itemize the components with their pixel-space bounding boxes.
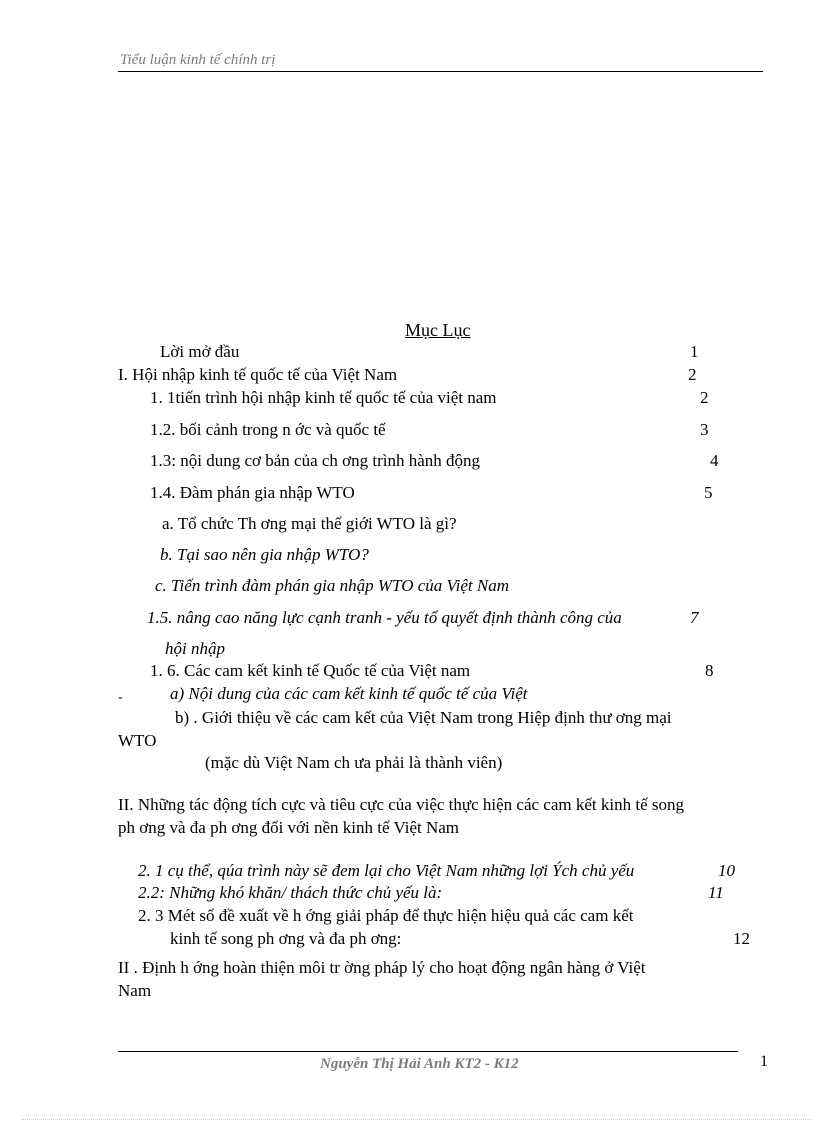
toc-entry-text: II. Những tác động tích cực và tiêu cực của việc thực hiện các cam kết kinh tế song: [118, 795, 684, 814]
toc-title: Mục Lục: [405, 320, 471, 340]
toc-entry-page: 7: [690, 608, 699, 627]
toc-entry-page: 3: [700, 420, 709, 439]
page-number: 1: [760, 1053, 768, 1070]
toc-entry-text: 1.5. nâng cao năng lực cạnh tranh - yếu tố quyết định thành công của: [147, 608, 622, 627]
toc-entry-text: 2. 1 cụ thể, qúa trình này sẽ đem lại cho Việt Nam những lợi Ých chủ yếu: [138, 861, 635, 880]
toc-entry-text: Nam: [118, 981, 152, 1000]
toc-entry-page: 2: [700, 388, 709, 407]
toc-entry-page: 8: [705, 661, 714, 680]
toc-entry-page: 2: [688, 365, 697, 384]
toc-entry-text: 1.3: nội dung cơ bản của ch ơng trình hành động: [150, 451, 481, 470]
footer-author: Nguyễn Thị Hải Anh KT2 - K12: [320, 1056, 519, 1072]
toc-entry-text: 1. 1tiến trình hội nhập kinh tế quốc tế của việt nam: [150, 388, 497, 407]
toc-entry-page: 1: [690, 342, 699, 361]
toc-entry-text: kinh tế song ph ơng và đa ph ơng:: [170, 929, 402, 948]
toc-entry-text: hội nhập: [165, 639, 225, 658]
toc-entry-text: I. Hội nhập kinh tế quốc tế của Việt Nam: [118, 365, 398, 384]
toc-entry-page: 4: [710, 451, 719, 470]
toc-entry-page: 12: [733, 929, 750, 948]
toc-entry-text: 1.4. Đàm phán gia nhập WTO: [150, 483, 355, 502]
toc-entry-text: 2. 3 Mét số đề xuất về h ớng giải pháp để thực hiện hiệu quả các cam kết: [138, 906, 634, 925]
toc-entry-text: WTO: [118, 731, 157, 750]
toc-entry-text: b) . Giới thiệu về các cam kết của Việt Nam trong Hiệp định thư ơng mại: [175, 708, 672, 727]
toc-entry-text: ph ơng và đa ph ơng đối với nền kinh tế Việt Nam: [118, 818, 460, 837]
toc-entry-text: II . Định h ớng hoàn thiện môi tr ờng pháp lý cho hoạt động ngân hàng ở Việt: [118, 958, 646, 977]
toc-entry-text: 2.2: Những khó khăn/ thách thức chủ yếu là:: [138, 883, 443, 902]
toc-entry-text: 1.2. bối cảnh trong n ớc và quốc tế: [150, 420, 386, 439]
toc-entry-text: 1. 6. Các cam kết kinh tế Quốc tế của Việt nam: [150, 661, 471, 680]
toc-entry-page: 11: [708, 883, 724, 902]
toc-entry-text: (mặc dù Việt Nam ch ưa phải là thành viên): [205, 753, 503, 772]
toc-entry-text: Lời mở đầu: [160, 342, 240, 361]
toc-entry-text: c. Tiến trình đàm phán gia nhập WTO của Việt Nam: [155, 576, 510, 595]
toc-entry-text: a. Tổ chức Th ơng mại thế giới WTO là gì?: [162, 514, 457, 533]
page-boundary: [22, 1119, 812, 1120]
footer-rule: [118, 1051, 738, 1052]
toc-entry-text: a) Nội dung của các cam kết kinh tế quốc tế của Việt: [170, 684, 528, 703]
toc-entry-text: b. Tại sao nên gia nhập WTO?: [160, 545, 369, 564]
running-header: Tiểu luận kinh tế chính trị: [120, 52, 276, 68]
header-rule: [118, 71, 763, 72]
toc-entry-page: 10: [718, 861, 735, 880]
toc-entry-text: -: [118, 690, 123, 705]
toc-entry-page: 5: [704, 483, 713, 502]
